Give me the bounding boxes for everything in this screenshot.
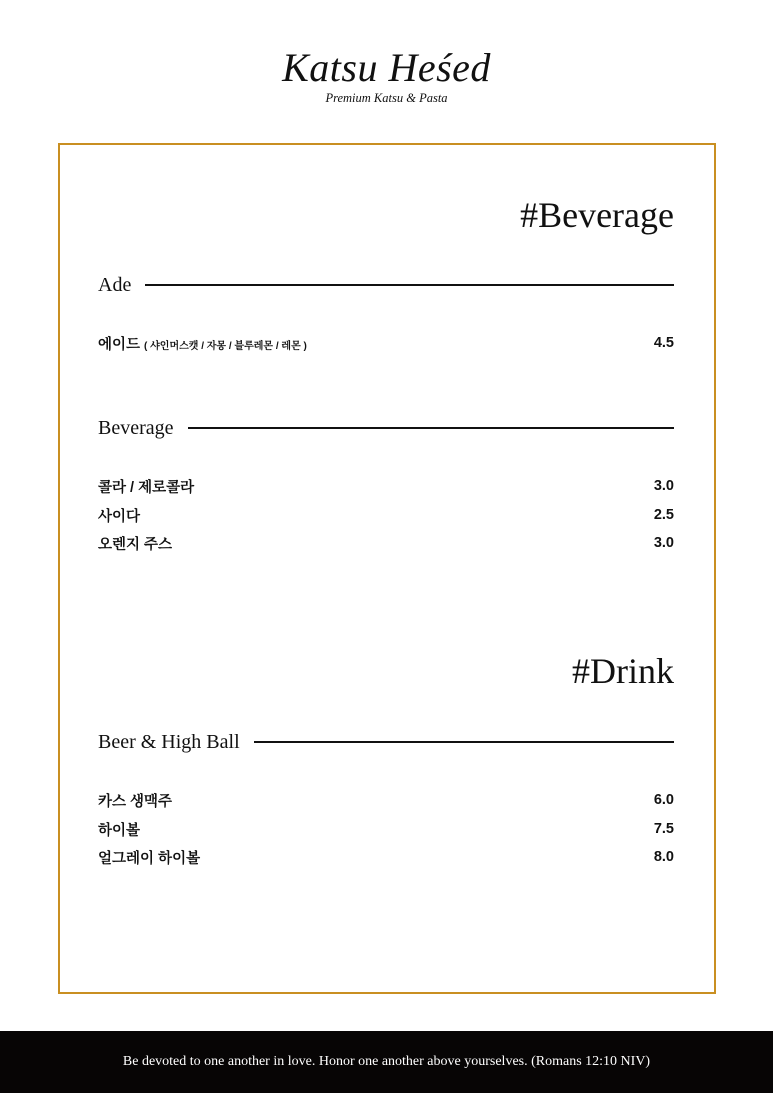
menu-item-price: 4.5 — [653, 335, 674, 351]
category-beverage — [98, 416, 674, 440]
category-name: Beverage — [98, 417, 174, 439]
menu-item-price: 2.5 — [653, 507, 674, 523]
section-title-beverage: #Beverage — [520, 195, 674, 235]
menu-item — [98, 475, 674, 497]
menu-item-name: 얼그레이 하이볼 — [98, 850, 201, 867]
brand-logo: Katsu Heśed — [282, 45, 491, 90]
footer-verse: Be devoted to one another in love. Honor one another above yourselves. (Romans 12:10 NIV) — [122, 1054, 651, 1069]
menu-item-price: 7.5 — [653, 821, 674, 837]
menu-item — [98, 504, 674, 526]
menu-item — [98, 332, 674, 354]
menu-item — [98, 846, 674, 868]
menu-item — [98, 789, 674, 811]
menu-frame — [58, 143, 716, 994]
menu-item-name: 카스 생맥주 — [98, 793, 173, 810]
menu-item-price: 8.0 — [653, 849, 674, 865]
category-name: Ade — [98, 274, 132, 296]
menu-item — [98, 532, 674, 554]
category-beer-highball — [98, 730, 674, 754]
menu-item-price: 3.0 — [653, 478, 674, 494]
footer-bar — [0, 1031, 773, 1093]
brand-tagline: Premium Katsu & Pasta — [325, 91, 448, 105]
menu-header — [0, 44, 773, 106]
menu-item — [98, 818, 674, 840]
menu-item-label — [98, 333, 307, 354]
menu-item-name: 사이다 — [98, 508, 141, 525]
menu-item-note: ( 샤인머스캣 / 자몽 / 블루레몬 / 레몬 ) — [144, 340, 307, 352]
menu-item-price: 6.0 — [653, 792, 674, 808]
menu-item-name: 오렌지 주스 — [98, 536, 173, 553]
category-divider — [145, 284, 674, 286]
category-divider — [188, 427, 674, 429]
menu-item-name: 콜라 / 제로콜라 — [98, 479, 195, 496]
category-divider — [254, 741, 674, 743]
menu-item-price: 3.0 — [653, 535, 674, 551]
menu-item-name: 하이볼 — [98, 822, 141, 839]
menu-item-name: 에이드 — [98, 336, 141, 353]
category-ade — [98, 273, 674, 297]
category-name: Beer & High Ball — [98, 731, 240, 753]
section-title-drink: #Drink — [572, 651, 674, 691]
